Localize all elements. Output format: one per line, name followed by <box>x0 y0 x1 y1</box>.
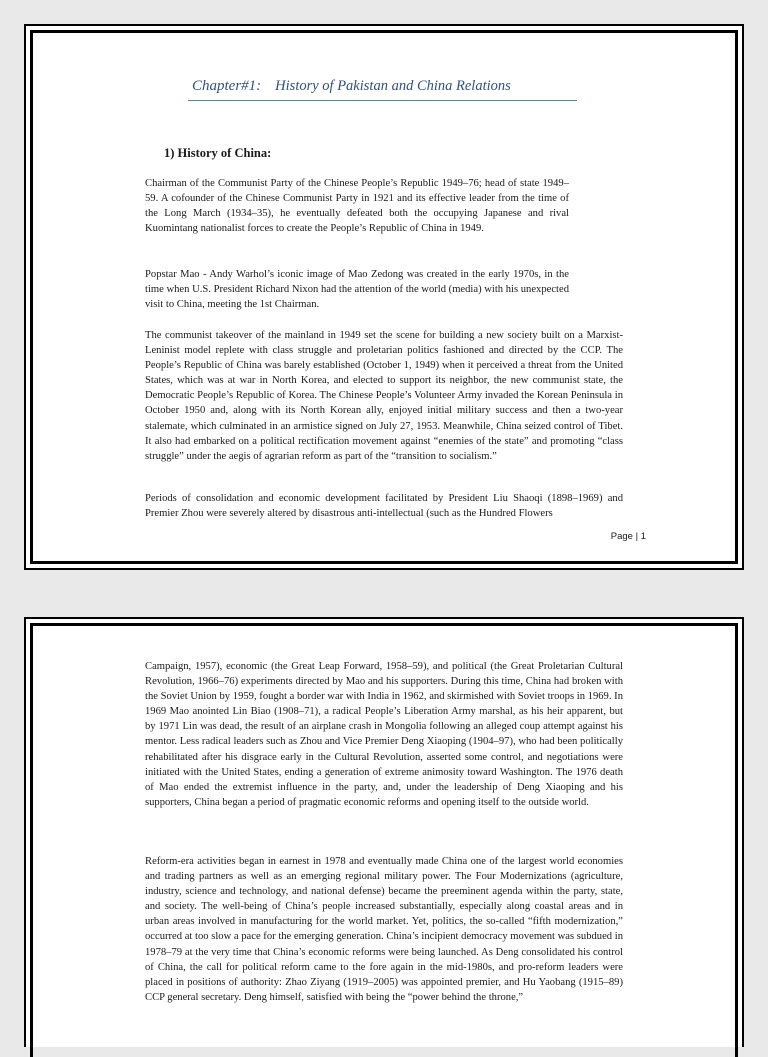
chapter-label: Chapter#1: <box>192 78 262 94</box>
chapter-title: History of Pakistan and China Relations <box>275 78 511 94</box>
document-page-1 <box>24 24 744 570</box>
chapter-underline <box>188 100 577 101</box>
paragraph: Periods of consolidation and economic development facilitated by President Liu Shaoqi (1898–1969) and Premier Zhou were severely altered by disastrous anti-intellectual (such as the Hundred Flowers <box>145 493 623 520</box>
paragraph: Popstar Mao - Andy Warhol’s iconic image of Mao Zedong was created in the early 1970s, in the time when U.S. President Richard Nixon had the attention of the world (media) with his unexpected visit to China, meeting the 1st Chairman. <box>145 269 569 311</box>
chapter-heading <box>192 78 511 95</box>
paragraph: Reform-era activities began in earnest in 1978 and eventually made China one of the largest world economies and trading partners as well as an emerging regional military power. The Four Modernizations (agriculture, industry, science and technology, and national defense) became the preeminent agenda within the party, state, and society. The well-being of China’s people increased substantially, especially along coastal areas and in urban areas involved in manufacturing for the world market. Yet, politics, the so-called “fifth modernization,” occurred at too slow a pace for the emerging generation. China’s incipient democracy movement was subdued in 1978–79 at the very time that China’s economic reforms were being launched. As Deng consolidated his control of China, the call for political reform came to the fore again in the mid-1980s, and pro-reform leaders were placed in positions of authority: Zhao Ziyang (1919–2005) was appointed premier, and Hu Yaobang (1915–89) CCP general secretary. Deng himself, satisfied with being the “power behind the throne,” <box>145 856 623 1003</box>
page-number: Page | 1 <box>610 531 646 542</box>
paragraph: Chairman of the Communist Party of the Chinese People’s Republic 1949–76; head of state 1949–59. A cofounder of the Chinese Communist Party in 1921 and its effective leader from the time of the Long March (1934–35), he eventually defeated both the occupying Japanese and rival Kuomintang nationalist forces to create the People’s Republic of China in 1949. <box>145 178 569 235</box>
document-page-2 <box>24 617 744 1047</box>
paragraph: Campaign, 1957), economic (the Great Leap Forward, 1958–59), and political (the Great Proletarian Cultural Revolution, 1966–76) experiments directed by Mao and his supporters. During this time, China had broken with the Soviet Union by 1959, fought a border war with India in 1962, and skirmished with Soviet troops in 1969. In 1969 Mao anointed Lin Biao (1908–71), a radical People’s Liberation Army marshal, as his heir apparent, but by 1971 Lin was dead, the result of an airplane crash in Mongolia following an alleged coup attempt against his mentor. Less radical leaders such as Zhou and Vice Premier Deng Xiaoping (1904–97), who had been politically rehabilitated after his disgrace early in the Cultural Revolution, asserted some control, and negotiations were initiated with the United States, ending a generation of extreme animosity toward Washington. The 1976 death of Mao ended the extremist influence in the party, and, under the leadership of Deng Xiaoping and his supporters, China began a period of pragmatic economic reforms and opening itself to the outside world. <box>145 661 623 808</box>
section-heading: 1) History of China: <box>164 146 272 160</box>
paragraph: The communist takeover of the mainland in 1949 set the scene for building a new society built on a Marxist-Leninist model replete with class struggle and proletarian politics fashioned and directed by the CCP. The People’s Republic of China was barely established (October 1, 1949) when it perceived a threat from the United States, which was at war in North Korea, and elected to support its neighbor, the new communist state, the Democratic People’s Republic of Korea. The Chinese People’s Volunteer Army invaded the Korean Peninsula in October 1950 and, along with its North Korean ally, enjoyed initial military success and then a two-year stalemate, which culminated in an armistice signed on July 27, 1953. Meanwhile, China seized control of Tibet. It also had embarked on a political rectification movement against “enemies of the state” and promoting “class struggle” under the aegis of agrarian reform as part of the “transition to socialism.” <box>145 330 623 462</box>
